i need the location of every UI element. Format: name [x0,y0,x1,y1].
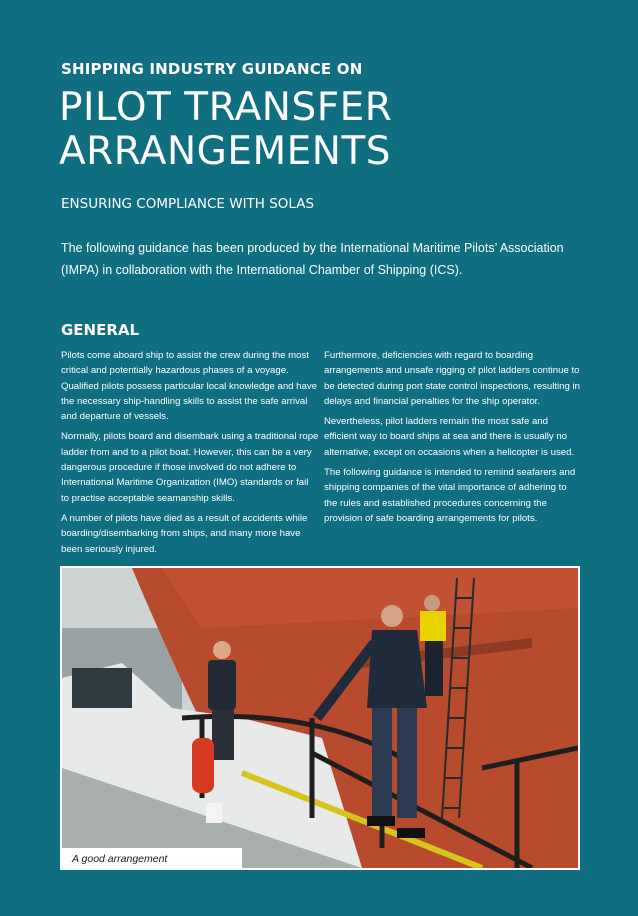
body-paragraph: Normally, pilots board and disembark using a traditional rope ladder from and to a pilot boat. However, this can be a very dangerous procedure if those involved do not adhere to International Maritime Organization (IMO) standards or fail to practise acceptable seamanship skills. [61,431,319,504]
boat-cabin-window [72,668,132,708]
body-paragraph: The following guidance is intended to remind seafarers and shipping companies of the vital importance of adhering to the rules and established procedures concerning the provision of safe boarding arrangements for pilots. [324,467,576,524]
document-subtitle: ENSURING COMPLIANCE WITH SOLAS [61,196,315,212]
document-kicker: SHIPPING INDUSTRY GUIDANCE ON [61,60,363,78]
title-line-1: PILOT TRANSFER [59,85,393,130]
document-title [59,86,392,174]
intro-line-1: The following guidance has been produced by the International Maritime Pilots’ Association [61,241,564,255]
pilot-transfer-photo [60,566,580,870]
body-paragraph: Nevertheless, pilot ladders remain the most safe and efficient way to board ships at sea and there is usually no alternative, except on occasions when a helicopter is used. [324,416,575,458]
photo-illustration [62,568,578,868]
photo-caption: A good arrangement [62,848,242,870]
body-paragraph: Pilots come aboard ship to assist the crew during the most critical and potentially hazardous phases of a voyage. Qualified pilots possess particular local knowledge and have the necessary ship-handling skills to assist the safe arrival and departure of vessels. [61,350,317,423]
body-paragraph: A number of pilots have died as a result of accidents while boarding/disembarking from ships, and many more have been seriously injured. [61,512,308,555]
general-right-column [324,348,582,531]
intro-line-2: (IMPA) in collaboration with the International Chamber of Shipping (ICS). [61,263,463,277]
title-line-2: ARRANGEMENTS [59,129,392,174]
intro-paragraph [61,237,581,281]
general-left-column [61,348,319,562]
body-paragraph: Furthermore, deficiencies with regard to boarding arrangements and unsafe rigging of pilot ladders continue to be detected during port state control inspections, resulting in delays and financial penalties for the ship operator. [324,350,580,407]
section-heading-general: GENERAL [61,321,140,339]
